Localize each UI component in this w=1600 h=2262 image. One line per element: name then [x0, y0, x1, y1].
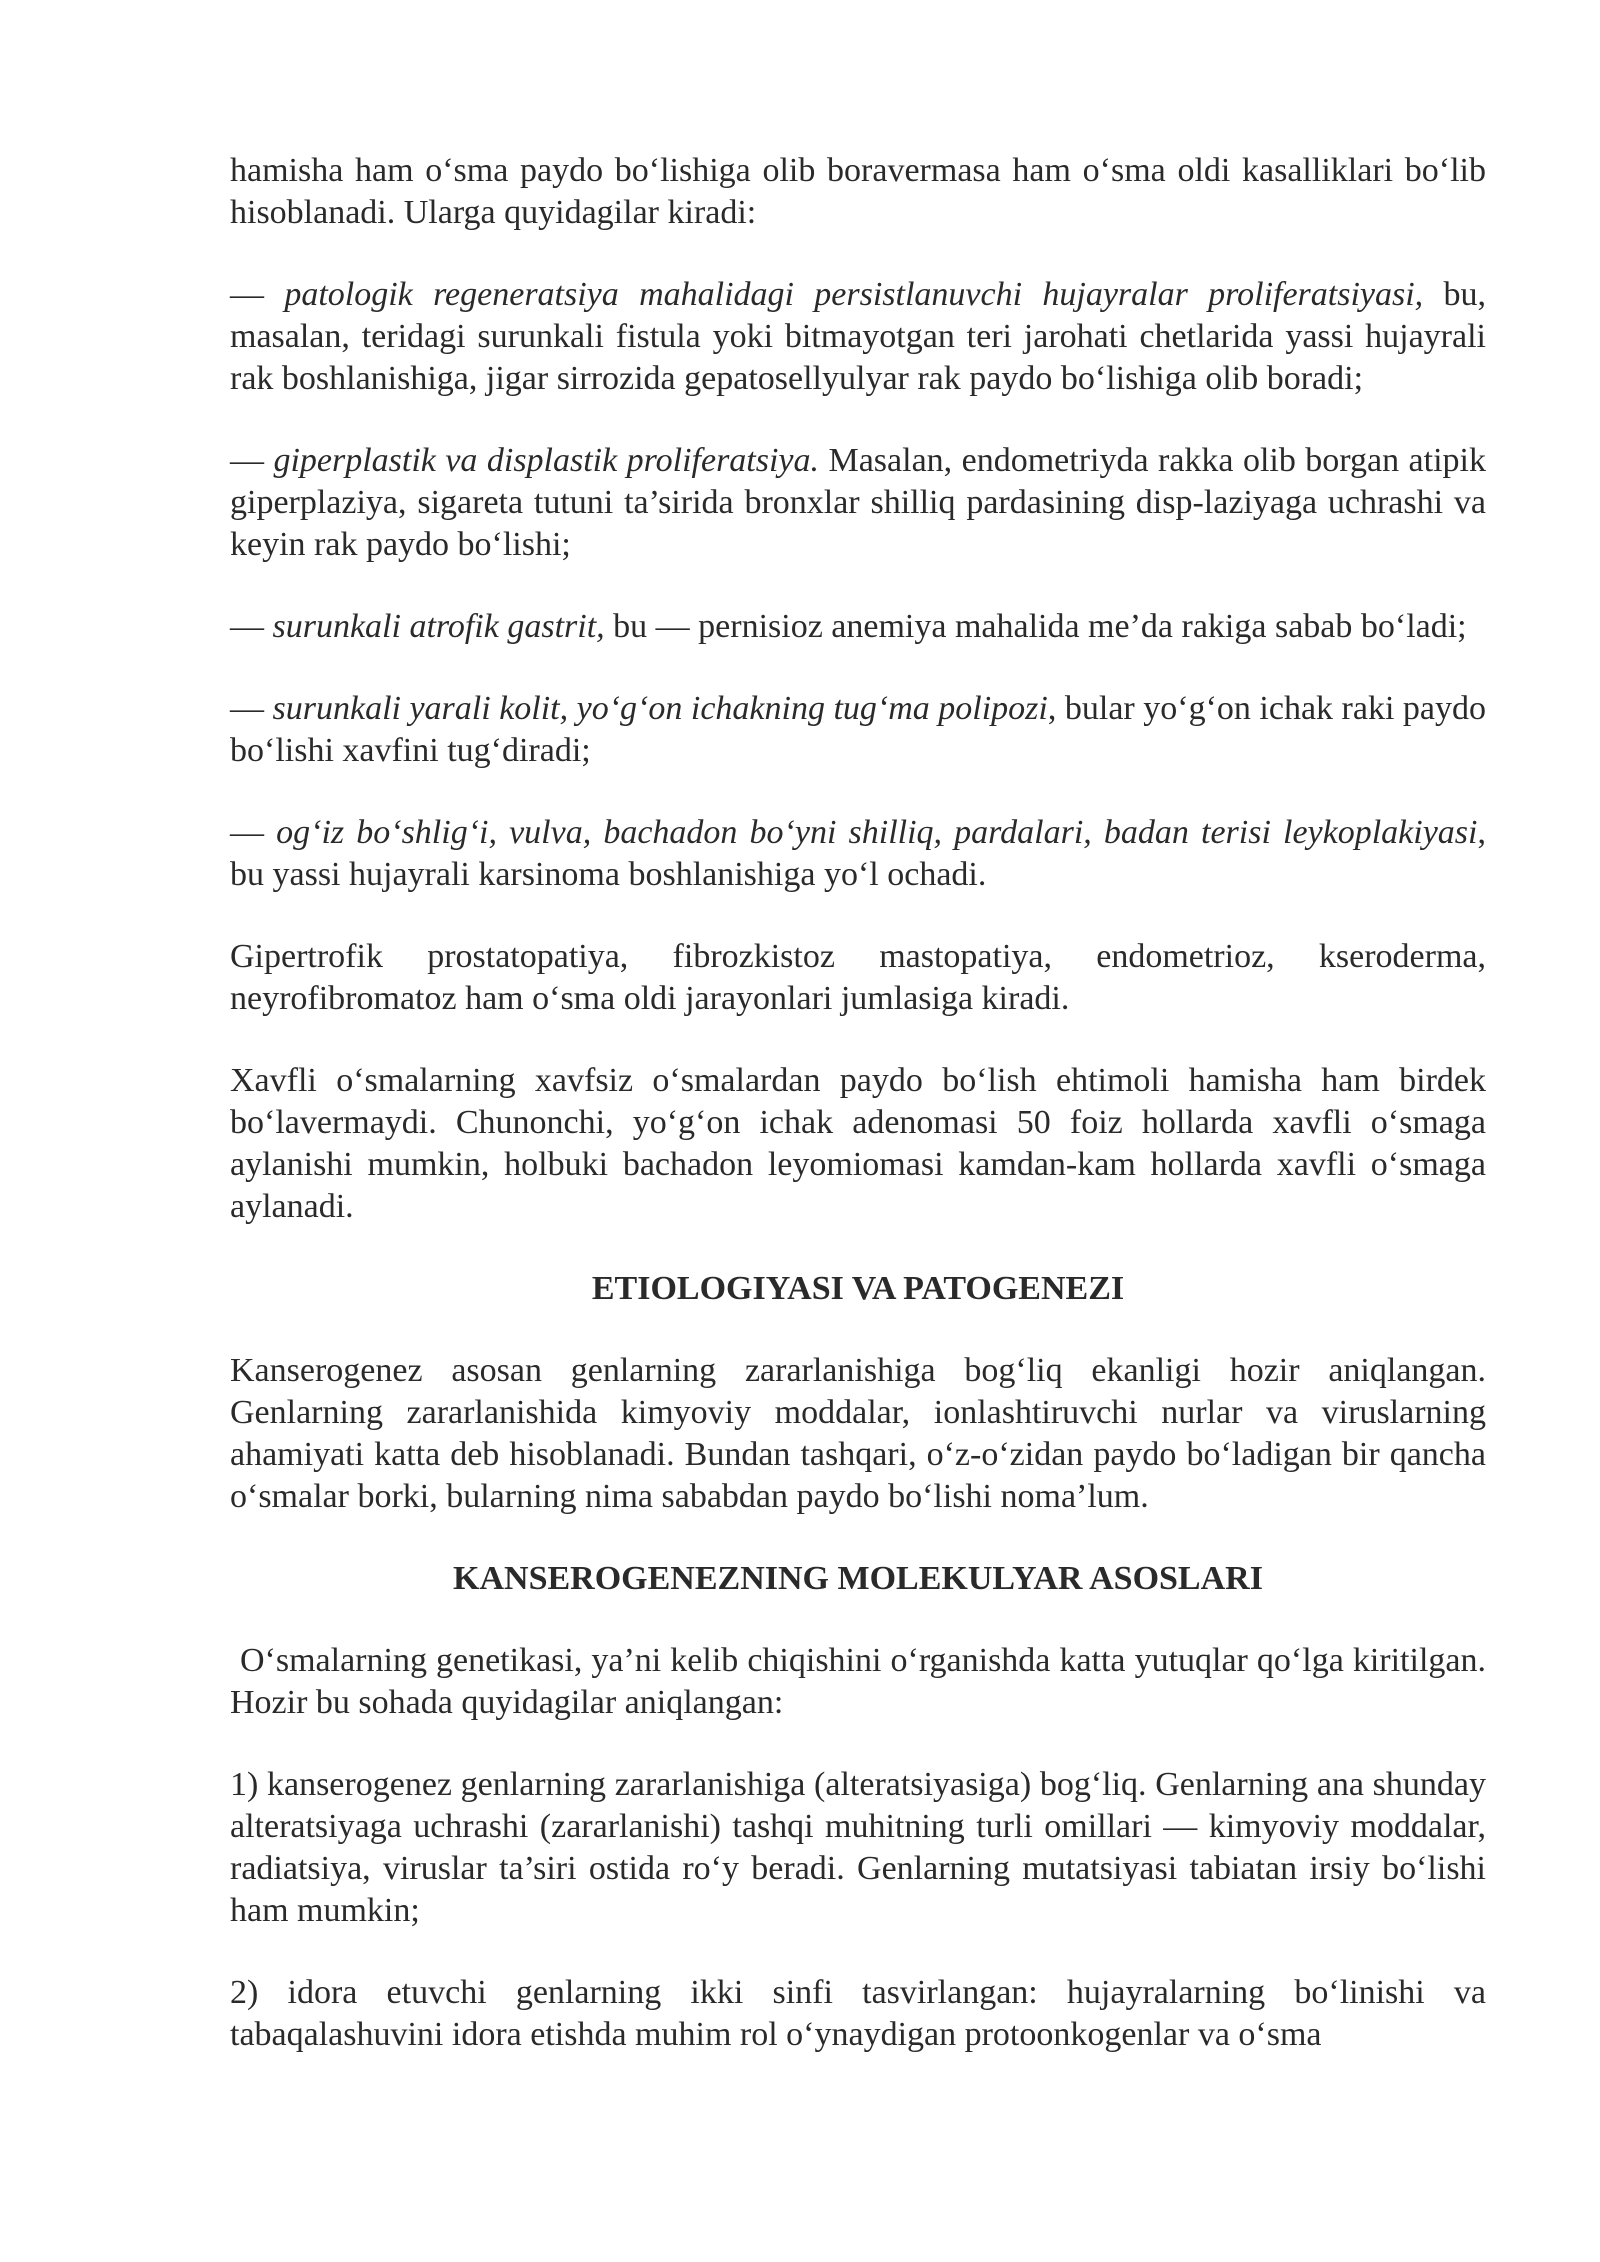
list-item-term: surunkali atrofik gastrit,: [272, 608, 605, 645]
list-item-gastritis: [230, 606, 1486, 648]
list-item-leukoplakia: [230, 812, 1486, 896]
list-dash: —: [230, 690, 273, 727]
list-item-text: Masalan, endometriyda rakka olib borgan atipik giperplaziya, sigareta tutuni ta’sirida bronxlar shilliq pardasining disp-laziyaga uchrashi va keyin rak paydo boʻlishi;: [230, 442, 1486, 563]
section-heading-etiology: ETIOLOGIYASI VA PATOGENEZI: [591, 1270, 1125, 1307]
paragraph-molecular-intro: Oʻsmalarning genetikasi, ya’ni kelib chiqishini oʻrganishda katta yutuqlar qoʻlga kiritilgan. Hozir bu sohada quyidagilar aniqlangan:: [230, 1642, 1486, 1721]
list-dash: —: [230, 276, 285, 313]
paragraph-precancer-processes: Gipertrofik prostatopatiya, fibrozkistoz mastopatiya, endometrioz, kseroderma, neyrofibromatoz ham oʻsma oldi jarayonlari jumlasiga kiradi.: [230, 938, 1486, 1017]
paragraph-intro: hamisha ham oʻsma paydo boʻlishiga olib boravermasa ham oʻsma oldi kasalliklari boʻlib hisoblanadi. Ularga quyidagilar kiradi:: [230, 152, 1486, 231]
list-item-term: patologik regeneratsiya mahalidagi persistlanuvchi hujayralar proliferatsiyasi,: [284, 276, 1424, 313]
document-page: [230, 150, 1486, 2096]
section-heading-molecular: KANSEROGENEZNING MOLEKULYAR ASOSLARI: [453, 1560, 1263, 1597]
list-item-text: , bu yassi hujayrali karsinoma boshlanishiga yoʻl ochadi.: [230, 814, 1486, 893]
list-item-text: bu — pernisioz anemiya mahalida me’da rakiga sabab boʻladi;: [604, 608, 1467, 645]
list-item-colitis: [230, 688, 1486, 772]
numbered-item-2: 2) idora etuvchi genlarning ikki sinfi tasvirlangan: hujayralarning boʻlinishi va tabaqalashuvini idora etishda muhim rol oʻynaydigan protoonkogenlar va oʻsma: [230, 1974, 1486, 2053]
list-item-term: surunkali yarali kolit, yoʻgʻon ichakning tugʻma polipozi: [272, 690, 1048, 727]
paragraph-etiology: Kanserogenez asosan genlarning zararlanishiga bogʻliq ekanligi hozir aniqlangan. Genlarning zararlanishida kimyoviy moddalar, ionlashtiruvchi nurlar va viruslarning ahamiyati katta deb hisoblanadi. Bundan tashqari, oʻz-oʻzidan paydo boʻladigan bir qancha oʻsmalar borki, bularning nima sababdan paydo boʻlishi noma’lum.: [230, 1352, 1486, 1515]
list-item-text: bu, masalan, teridagi surunkali fistula yoki bitmayotgan teri jarohati chetlarida yassi hujayrali rak boshlanishiga, jigar sirrozida gepatosellyulyar rak paydo boʻlishiga olib boradi;: [230, 276, 1487, 397]
numbered-item-1: 1) kanserogenez genlarning zararlanishiga (alteratsiyasiga) bogʻliq. Genlarning ana shunday alteratsiyaga uchrashi (zararlanishi) tashqi muhitning turli omillari — kimyoviy moddalar, radiatsiya, viruslar ta’siri ostida roʻy beradi. Genlarning mutatsiyasi tabiatan irsiy boʻlishi ham mumkin;: [230, 1766, 1486, 1929]
list-item-hyperplastic: [230, 440, 1486, 566]
list-item-term: ogʻiz boʻshligʻi, vulva, bachadon boʻyni shilliq, pardalari, badan terisi leykoplakiyasi: [276, 814, 1478, 851]
paragraph-malignancy-probability: Xavfli oʻsmalarning xavfsiz oʻsmalardan paydo boʻlish ehtimoli hamisha ham birdek boʻlavermaydi. Chunonchi, yoʻgʻon ichak adenomasi 50 foiz hollarda xavfli oʻsmaga aylanishi mumkin, holbuki bachadon leyomiomasi kamdan-kam hollarda xavfli oʻsmaga aylanadi.: [230, 1062, 1486, 1225]
list-dash: —: [230, 608, 273, 645]
list-dash: —: [230, 814, 277, 851]
list-item-text: , bular yoʻgʻon ichak raki paydo boʻlishi xavfini tugʻdiradi;: [230, 690, 1487, 769]
list-item-pathologic-regeneration: [230, 274, 1486, 400]
list-item-term: giperplastik va displastik proliferatsiya.: [273, 442, 820, 479]
list-dash: —: [230, 442, 274, 479]
